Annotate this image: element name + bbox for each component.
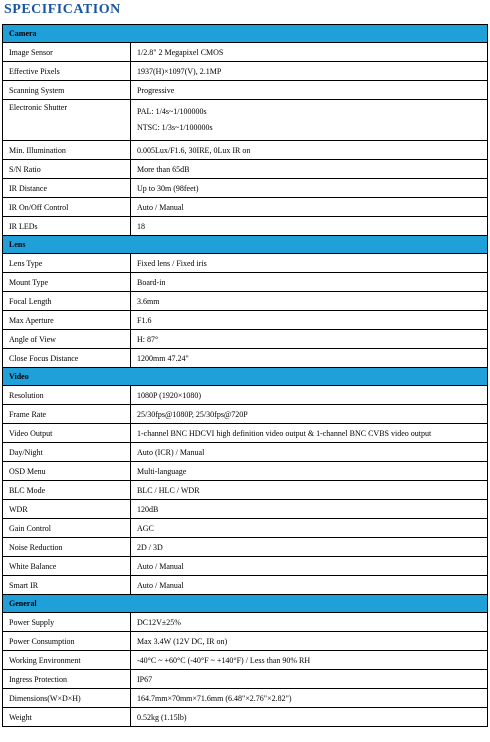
spec-row — [3, 538, 488, 557]
spec-row — [3, 613, 488, 632]
spec-value: Multi-language — [137, 466, 187, 476]
spec-label: Effective Pixels — [3, 62, 131, 81]
spec-row — [3, 254, 488, 273]
spec-row — [3, 576, 488, 595]
spec-value: Board-in — [137, 277, 166, 287]
section-title: Video — [3, 368, 488, 386]
spec-value-cell — [131, 689, 488, 708]
spec-row — [3, 62, 488, 81]
spec-label: Angle of View — [3, 330, 131, 349]
spec-value-cell — [131, 217, 488, 236]
spec-value: Auto / Manual — [137, 561, 184, 571]
spec-value: 0.52kg (1.15lb) — [137, 712, 187, 722]
spec-label: Lens Type — [3, 254, 131, 273]
spec-value-cell — [131, 141, 488, 160]
spec-value: 18 — [137, 221, 145, 231]
spec-label: OSD Menu — [3, 462, 131, 481]
spec-row — [3, 651, 488, 670]
section-header-video — [3, 368, 488, 386]
spec-value: More than 65dB — [137, 164, 190, 174]
spec-row — [3, 689, 488, 708]
spec-label: Focal Length — [3, 292, 131, 311]
spec-row — [3, 386, 488, 405]
spec-row — [3, 481, 488, 500]
spec-value-cell — [131, 613, 488, 632]
spec-label: Frame Rate — [3, 405, 131, 424]
spec-label: Working Environment — [3, 651, 131, 670]
spec-row — [3, 292, 488, 311]
spec-value-cell — [131, 670, 488, 689]
spec-value-cell — [131, 198, 488, 217]
spec-value: 1080P (1920×1080) — [137, 390, 201, 400]
spec-value: 164.7mm×70mm×71.6mm (6.48"×2.76"×2.82") — [137, 693, 292, 703]
spec-label: Gain Control — [3, 519, 131, 538]
spec-label: Electronic Shutter — [3, 100, 131, 141]
specification-table-body — [3, 25, 488, 727]
spec-value: Up to 30m (98feet) — [137, 183, 199, 193]
section-title: Camera — [3, 25, 488, 43]
spec-row — [3, 519, 488, 538]
spec-row — [3, 141, 488, 160]
spec-value-cell — [131, 100, 488, 141]
spec-label: Video Output — [3, 424, 131, 443]
spec-value-cell — [131, 81, 488, 100]
spec-value: Fixed lens / Fixed iris — [137, 258, 207, 268]
spec-row — [3, 424, 488, 443]
spec-value: Auto (ICR) / Manual — [137, 447, 205, 457]
spec-label: White Balance — [3, 557, 131, 576]
spec-value: 1-channel BNC HDCVI high definition video output & 1-channel BNC CVBS video output — [137, 428, 432, 438]
spec-label: Day/Night — [3, 443, 131, 462]
spec-value: AGC — [137, 523, 154, 533]
spec-label: IR LEDs — [3, 217, 131, 236]
spec-label: IR On/Off Control — [3, 198, 131, 217]
spec-label: Scanning System — [3, 81, 131, 100]
spec-value: 2D / 3D — [137, 542, 163, 552]
spec-value-cell — [131, 519, 488, 538]
spec-value: Max 3.4W (12V DC, IR on) — [137, 636, 228, 646]
spec-row — [3, 405, 488, 424]
spec-value: -40°C ~ +60°C (-40°F ~ +140°F) / Less than 90% RH — [137, 655, 311, 665]
spec-row — [3, 100, 488, 141]
spec-row — [3, 217, 488, 236]
spec-value-cell — [131, 405, 488, 424]
spec-row — [3, 349, 488, 368]
spec-value-cell — [131, 62, 488, 81]
spec-row — [3, 443, 488, 462]
spec-row — [3, 198, 488, 217]
spec-label: Noise Reduction — [3, 538, 131, 557]
section-title: General — [3, 595, 488, 613]
spec-value: IP67 — [137, 674, 153, 684]
spec-value-cell — [131, 576, 488, 595]
spec-label: WDR — [3, 500, 131, 519]
spec-label: Mount Type — [3, 273, 131, 292]
spec-value-cell — [131, 179, 488, 198]
spec-row — [3, 632, 488, 651]
spec-value-cell — [131, 481, 488, 500]
spec-value-cell — [131, 632, 488, 651]
section-header-general — [3, 595, 488, 613]
spec-value: Progressive — [137, 85, 175, 95]
spec-value: 1/2.8" 2 Megapixel CMOS — [137, 47, 224, 57]
spec-value-cell — [131, 330, 488, 349]
spec-value-cell — [131, 651, 488, 670]
spec-value-cell — [131, 349, 488, 368]
spec-value-cell — [131, 386, 488, 405]
spec-value-cell — [131, 292, 488, 311]
spec-row — [3, 311, 488, 330]
section-header-lens — [3, 236, 488, 254]
spec-row — [3, 179, 488, 198]
spec-label: Image Sensor — [3, 43, 131, 62]
section-header-camera — [3, 25, 488, 43]
spec-value: PAL: 1/4s~1/100000s — [137, 107, 207, 116]
spec-row — [3, 81, 488, 100]
specification-table — [2, 24, 488, 727]
spec-value-cell — [131, 43, 488, 62]
spec-value: 1937(H)×1097(V), 2.1MP — [137, 66, 222, 76]
spec-value-secondary: NTSC: 1/3s~1/100000s — [137, 123, 213, 132]
spec-value-cell — [131, 557, 488, 576]
spec-label: Max Aperture — [3, 311, 131, 330]
spec-label: Power Consumption — [3, 632, 131, 651]
spec-value: DC12V±25% — [137, 617, 181, 627]
spec-value: F1.6 — [137, 315, 152, 325]
spec-label: Power Supply — [3, 613, 131, 632]
spec-row — [3, 273, 488, 292]
spec-value-cell — [131, 424, 488, 443]
spec-value-cell — [131, 538, 488, 557]
spec-value-cell — [131, 443, 488, 462]
spec-label: S/N Ratio — [3, 160, 131, 179]
spec-label: Close Focus Distance — [3, 349, 131, 368]
spec-value: 25/30fps@1080P, 25/30fps@720P — [137, 409, 248, 419]
spec-value-cell — [131, 708, 488, 727]
spec-row — [3, 462, 488, 481]
spec-value-cell — [131, 462, 488, 481]
spec-label: Dimensions(W×D×H) — [3, 689, 131, 708]
spec-row — [3, 670, 488, 689]
spec-value-cell — [131, 160, 488, 179]
spec-value: 1200mm 47.24" — [137, 353, 189, 363]
spec-label: Resolution — [3, 386, 131, 405]
spec-label: Smart IR — [3, 576, 131, 595]
spec-row — [3, 330, 488, 349]
spec-value-cell — [131, 254, 488, 273]
spec-row — [3, 708, 488, 727]
spec-value-cell — [131, 273, 488, 292]
spec-value: H: 87° — [137, 334, 159, 344]
spec-row — [3, 500, 488, 519]
page-title: SPECIFICATION — [4, 2, 121, 17]
spec-value: 3.6mm — [137, 296, 160, 306]
spec-value: Auto / Manual — [137, 202, 184, 212]
spec-value-cell — [131, 311, 488, 330]
spec-value: Auto / Manual — [137, 580, 184, 590]
section-title: Lens — [3, 236, 488, 254]
spec-value: 0.005Lux/F1.6, 30IRE, 0Lux IR on — [137, 145, 251, 155]
spec-label: Weight — [3, 708, 131, 727]
spec-row — [3, 43, 488, 62]
spec-label: Ingress Protection — [3, 670, 131, 689]
spec-value: 120dB — [137, 504, 159, 514]
spec-row — [3, 557, 488, 576]
spec-label: IR Distance — [3, 179, 131, 198]
spec-value: BLC / HLC / WDR — [137, 485, 200, 495]
spec-label: Min. Illumination — [3, 141, 131, 160]
spec-label: BLC Mode — [3, 481, 131, 500]
spec-value-cell — [131, 500, 488, 519]
spec-row — [3, 160, 488, 179]
